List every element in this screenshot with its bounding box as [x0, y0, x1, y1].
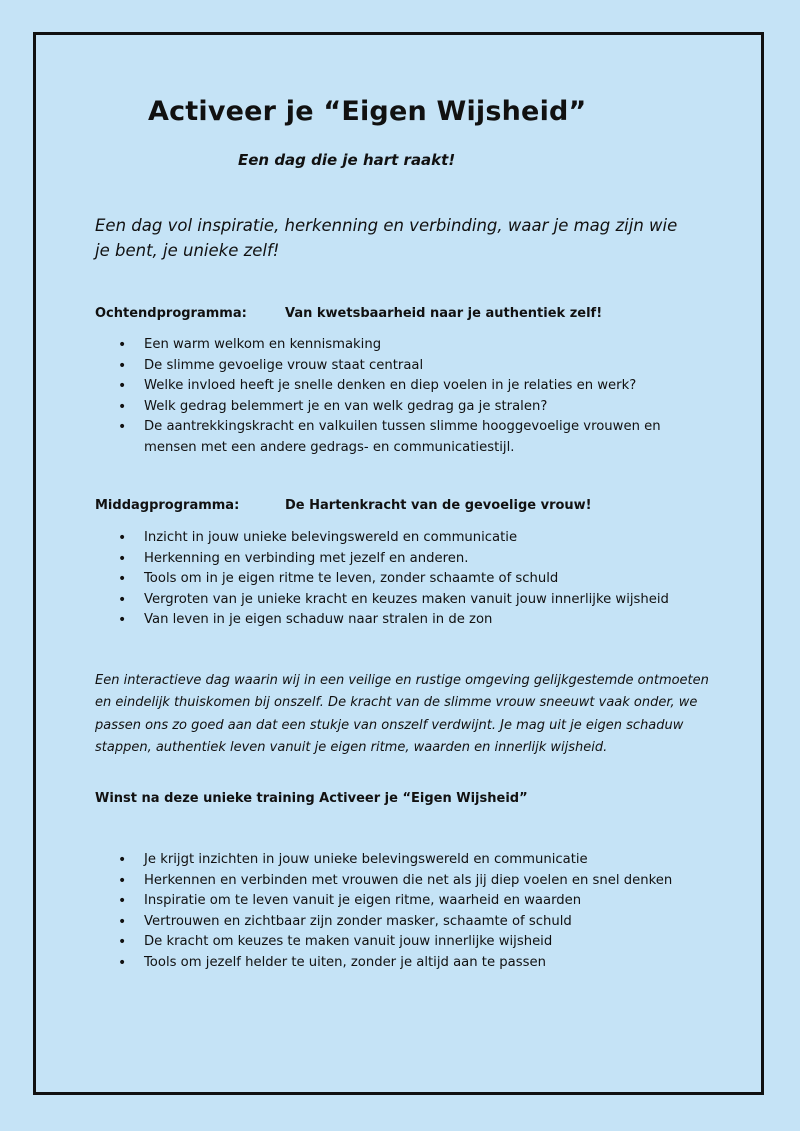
page-subtitle: Een dag die je hart raakt!: [238, 151, 456, 169]
afternoon-list: [95, 528, 695, 631]
morning-section-heading: [95, 306, 602, 321]
list-item: • De kracht om keuzes te maken vanuit jouw innerlijke wijsheid: [95, 932, 695, 953]
closing-text: Een interactieve dag waarin wij in een veilige en rustige omgeving gelijkgestemde ontmoeten en eindelijk thuiskomen bij onszelf. De kracht van de slimme vrouw sneeuwt vaak onder, we passen ons zo goed aan dat een stukje van onszelf verdwijnt. Je mag uit je eigen schaduw stappen, authentiek leven vanuit je eigen ritme, waarden en innerlijk wijsheid.: [95, 673, 709, 755]
benefits-list: [95, 850, 695, 973]
list-item: • Herkenning en verbinding met jezelf en anderen.: [95, 549, 695, 570]
page-title: Activeer je “Eigen Wijsheid”: [148, 96, 587, 127]
list-item: • De slimme gevoelige vrouw staat centraal: [95, 356, 695, 377]
list-item: • Inspiratie om te leven vanuit je eigen ritme, waarheid en waarden: [95, 891, 695, 912]
morning-list: [95, 335, 695, 458]
list-item: • Vergroten van je unieke kracht en keuzes maken vanuit jouw innerlijke wijsheid: [95, 590, 695, 611]
list-item: • De aantrekkingskracht en valkuilen tussen slimme hooggevoelige vrouwen en mensen met een andere gedrags- en communicatiestijl.: [95, 417, 695, 458]
list-item: • Van leven in je eigen schaduw naar stralen in de zon: [95, 610, 695, 631]
list-item: • Welke invloed heeft je snelle denken en diep voelen in je relaties en werk?: [95, 376, 695, 397]
afternoon-label: Middagprogramma:: [95, 498, 240, 513]
list-item: • Welk gedrag belemmert je en van welk gedrag ga je stralen?: [95, 397, 695, 418]
list-item: • Herkennen en verbinden met vrouwen die net als jij diep voelen en snel denken: [95, 871, 695, 892]
afternoon-title: De Hartenkracht van de gevoelige vrouw!: [285, 498, 592, 513]
afternoon-section-heading: [95, 498, 592, 513]
list-item: • Je krijgt inzichten in jouw unieke belevingswereld en communicatie: [95, 850, 695, 871]
benefits-heading: Winst na deze unieke training Activeer je “Eigen Wijsheid”: [95, 791, 528, 806]
list-item: • Tools om in je eigen ritme te leven, zonder schaamte of schuld: [95, 569, 695, 590]
morning-label: Ochtendprogramma:: [95, 306, 247, 321]
list-item: • Inzicht in jouw unieke belevingswereld en communicatie: [95, 528, 695, 549]
list-item: • Tools om jezelf helder te uiten, zonder je altijd aan te passen: [95, 953, 695, 974]
morning-title: Van kwetsbaarheid naar je authentiek zelf!: [285, 306, 603, 321]
list-item: • Vertrouwen en zichtbaar zijn zonder masker, schaamte of schuld: [95, 912, 695, 933]
list-item: • Een warm welkom en kennismaking: [95, 335, 695, 356]
intro-text: Een dag vol inspiratie, herkenning en verbinding, waar je mag zijn wie je bent, je unieke zelf!: [95, 216, 678, 260]
